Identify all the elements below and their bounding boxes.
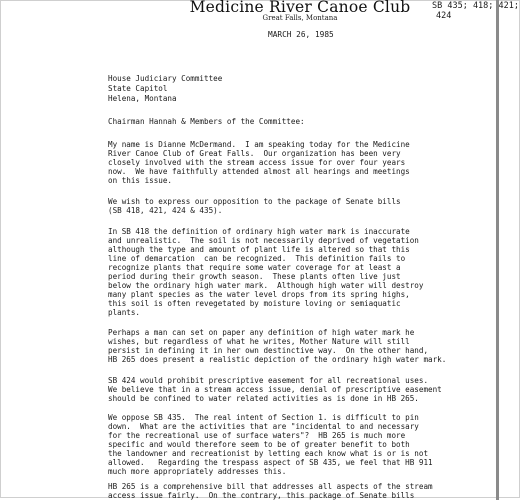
body-line: the landowner and recreationist by letting each know what is or is not <box>108 449 429 458</box>
body-line: much more appropriately addresses this. <box>108 467 287 476</box>
body-line: (SB 418, 421, 424 & 435). <box>108 206 223 215</box>
address-line: Helena, Montana <box>108 94 177 103</box>
bill-numbers: SB 435; 418; 421; <box>432 1 519 11</box>
body-line: persist in defining it in her own destinctive way. On the other hand, <box>108 346 429 355</box>
salutation: Chairman Hannah & Members of the Committee: <box>108 117 305 126</box>
body-line: My name is Dianne McDermand. I am speaking today for the Medicine <box>108 140 410 149</box>
body-line: should be confined to water related activities as is done in HB 265. <box>108 394 419 403</box>
body-line: We believe that in a stream access issue, denial of prescriptive easement <box>108 385 442 394</box>
body-line: HB 265 does present a realistic depiction of the ordinary high water mark. <box>108 355 447 364</box>
body-line: SB 424 would prohibit prescriptive easement for all recreational uses. <box>108 376 429 385</box>
body-line: and unrealistic. The soil is not necessarily deprived of vegetation <box>108 236 419 245</box>
body-line: plants. <box>108 308 141 317</box>
body-line: now. We have faithfully attended almost all hearings and meetings <box>108 167 410 176</box>
body-line: closely involved with the stream access issue for over four years <box>108 158 406 167</box>
body-line: on this issue. <box>108 176 173 185</box>
body-line: We oppose SB 435. The real intent of Section 1. is difficult to pin <box>108 413 419 422</box>
body-line: line of demarcation can be recognized. This definition fails to <box>108 254 406 263</box>
body-line: River Canoe Club of Great Falls. Our organization has been very <box>108 149 401 158</box>
body-line: period during their growth season. These plants often live just <box>108 272 401 281</box>
body-line: We wish to express our opposition to the package of Senate bills <box>108 197 401 206</box>
address-line: State Capitol <box>108 84 168 93</box>
body-line: for the recreational use of surface waters"? HB 265 is much more <box>108 431 406 440</box>
body-line: Perhaps a man can set on paper any definition of high water mark he <box>108 328 415 337</box>
body-line: wishes, but regardless of what he writes, Mother Nature will still <box>108 337 410 346</box>
body-line: although the type and amount of plant life is altered so that this <box>108 245 410 254</box>
body-line: this soil is often revegetated by moisture loving or semiaquatic <box>108 299 401 308</box>
body-line: many plant species as the water level drops from its spring highs, <box>108 290 410 299</box>
body-line: HB 265 is a comprehensive bill that addresses all aspects of the stream <box>108 482 433 491</box>
org-location: Great Falls, Montana <box>262 14 338 22</box>
body-line: In SB 418 the definition of ordinary high water mark is inaccurate <box>108 227 410 236</box>
letter-date: MARCH 26, 1985 <box>268 30 334 39</box>
body-line: down. What are the activities that are "incidental to and necessary <box>108 422 419 431</box>
bill-numbers-cont: 424 <box>436 11 452 21</box>
address-line: House Judiciary Committee <box>108 74 223 83</box>
body-line: recognize plants that require some water coverage for at least a <box>108 263 401 272</box>
body-line: specific and would therefore seem to be of greater benefit to both <box>108 440 410 449</box>
body-line: below the ordinary high water mark. Although high water will destroy <box>108 281 424 290</box>
body-line: access issue fairly. On the contrary, this package of Senate bills <box>108 491 415 500</box>
body-line: allowed. Regarding the trespass aspect of SB 435, we feel that HB 911 <box>108 458 433 467</box>
org-name: Medicine River Canoe Club <box>189 0 411 16</box>
